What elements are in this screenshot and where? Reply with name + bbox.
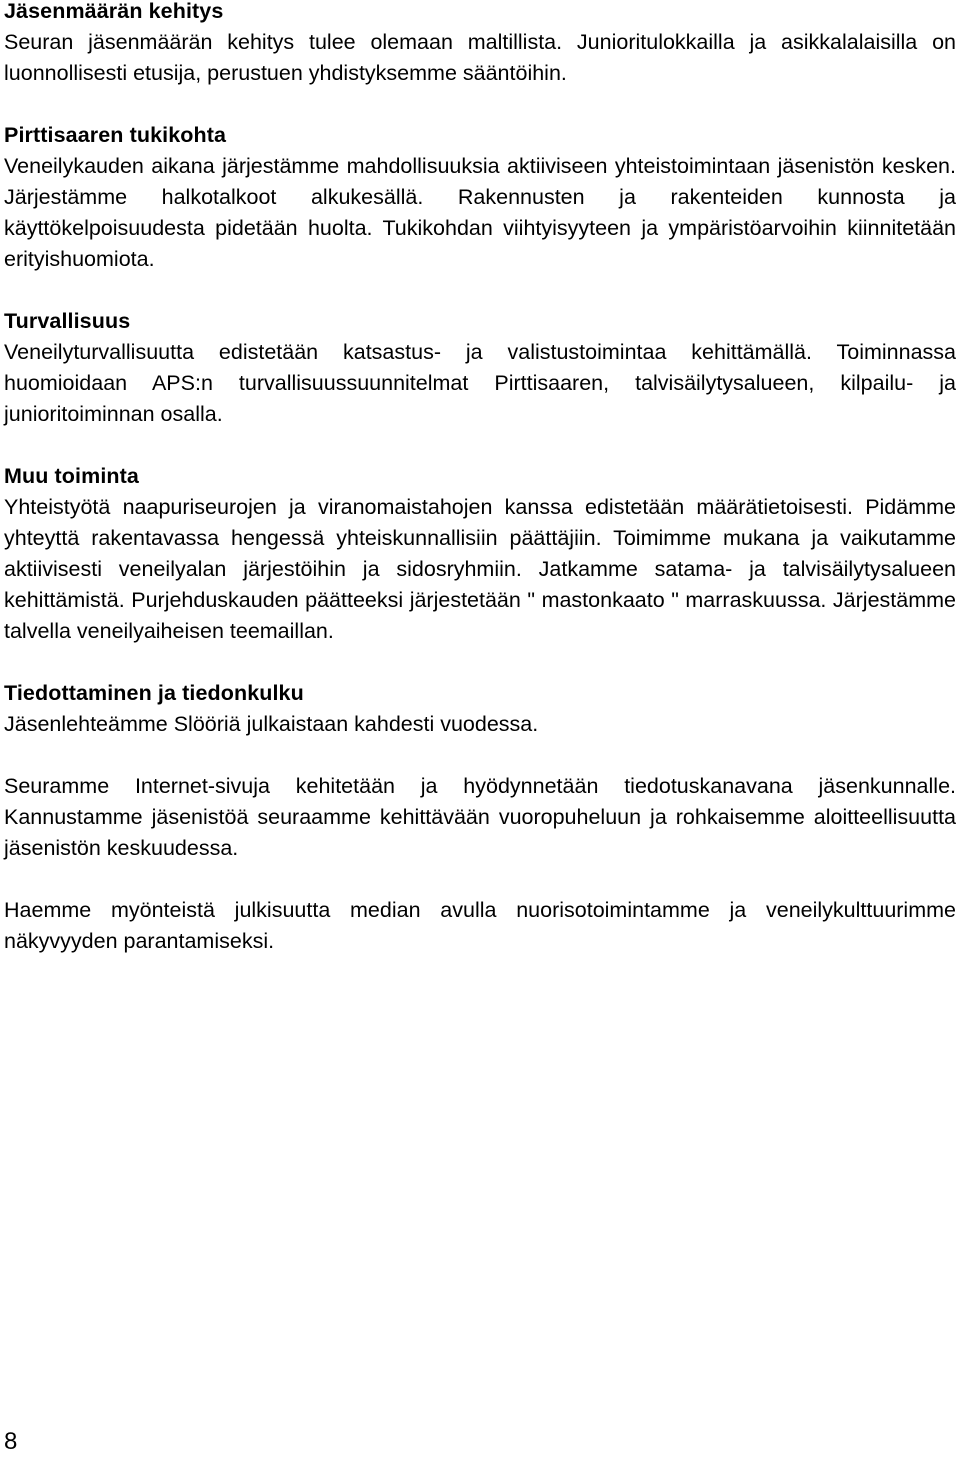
document-page [4, 0, 956, 957]
section-pirttisaari-base [4, 120, 956, 275]
spacer [4, 864, 956, 895]
section-heading: Pirttisaaren tukikohta [4, 123, 227, 147]
section-other-activities [4, 461, 956, 647]
section-heading: Muu toiminta [4, 464, 139, 488]
section-communication [4, 678, 956, 957]
section-heading: Jäsenmäärän kehitys [4, 0, 224, 23]
spacer [4, 89, 956, 120]
section-paragraph: Veneilyturvallisuutta edistetään katsastus- ja valistustoimintaa kehittämällä. Toiminnassa huomioidaan APS:n turvallisuussuunnitelmat Pirttisaaren, talvisäilytysalueen, kilpailu- ja junioritoiminnan osalla. [4, 340, 956, 426]
spacer [4, 647, 956, 678]
section-heading: Tiedottaminen ja tiedonkulku [4, 681, 304, 705]
section-safety [4, 306, 956, 430]
section-paragraph: Seuramme Internet-sivuja kehitetään ja hyödynnetään tiedotuskanavana jäsenkunnalle. Kannustamme jäsenistöä seuraamme kehittävään vuoropuheluun ja rohkaisemme aloitteellisuutta jäsenistön keskuudessa. [4, 774, 956, 860]
spacer [4, 740, 956, 771]
section-paragraph: Haemme myönteistä julkisuutta median avulla nuorisotoimintamme ja veneilykulttuurimme näkyvyyden parantamiseksi. [4, 898, 956, 953]
section-paragraph: Yhteistyötä naapuriseurojen ja viranomaistahojen kanssa edistetään määrätietoisesti. Pidämme yhteyttä rakentavassa hengessä yhteiskunnallisiin päättäjiin. Toimimme mukana ja vaikutamme aktiivisesti veneilyalan järjestöihin ja sidosryhmiin. Jatkamme satama- ja talvisäilytysalueen kehittämistä. Purjehduskauden päätteeksi järjestetään " mastonkaato " marraskuussa. Järjestämme talvella veneilyaiheisen teemaillan. [4, 495, 956, 643]
spacer [4, 430, 956, 461]
spacer [4, 275, 956, 306]
section-paragraph: Jäsenlehteämme Slööriä julkaistaan kahdesti vuodessa. [4, 712, 539, 736]
section-heading: Turvallisuus [4, 309, 131, 333]
section-paragraph: Veneilykauden aikana järjestämme mahdollisuuksia aktiiviseen yhteistoimintaan jäsenistön kesken. Järjestämme halkotalkoot alkukesällä. Rakennusten ja rakenteiden kunnosta ja käyttökelpoisuudesta pidetään huolta. Tukikohdan viihtyisyyteen ja ympäristöarvoihin kiinnitetään erityishuomiota. [4, 154, 956, 271]
section-paragraph: Seuran jäsenmäärän kehitys tulee olemaan maltillista. Junioritulokkailla ja asikkalalaisilla on luonnollisesti etusija, perustuen yhdistyksemme sääntöihin. [4, 30, 956, 85]
page-number: 8 [4, 1428, 18, 1455]
section-membership-development [4, 0, 956, 89]
